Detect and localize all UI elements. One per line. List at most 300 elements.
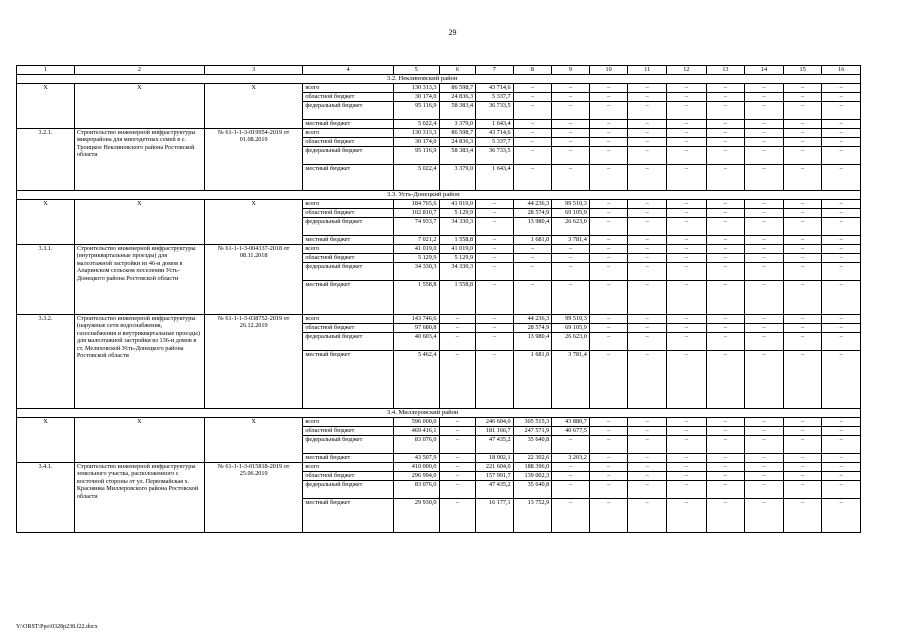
year-amount-cell: – — [706, 263, 745, 281]
year-amount-cell: – — [706, 209, 745, 218]
year-amount-cell: – — [706, 138, 745, 147]
year-amount-cell: – — [706, 427, 745, 436]
year-amount-cell: – — [476, 281, 514, 315]
section-heading-row — [17, 409, 861, 418]
year-amount-cell: – — [822, 351, 861, 409]
total-amount-cell: 7 021,2 — [393, 236, 439, 245]
year-amount-cell: – — [822, 454, 861, 463]
section-blank-cell — [17, 409, 303, 418]
year-amount-cell: – — [628, 263, 667, 281]
year-amount-cell: – — [552, 499, 590, 533]
section-heading-row — [17, 75, 861, 84]
year-amount-cell: – — [706, 315, 745, 324]
year-amount-cell: – — [745, 102, 784, 120]
year-amount-cell: – — [745, 84, 784, 93]
funding-source-cell: областной бюджет — [303, 324, 393, 333]
year-amount-cell: – — [667, 84, 707, 93]
year-amount-cell: – — [745, 333, 784, 351]
object-name-cell: Строительство инженерной инфраструктуры микрорайона для многодетных семей в с. Троицкое Неклиновского района Ростовской области — [74, 129, 204, 191]
year-amount-cell: – — [628, 102, 667, 120]
year-amount-cell: 5 129,9 — [439, 254, 476, 263]
year-amount-cell: 43 714,6 — [476, 129, 514, 138]
total-amount-cell: 83 076,0 — [393, 481, 439, 499]
year-amount-cell: – — [628, 120, 667, 129]
year-amount-cell: – — [589, 93, 628, 102]
year-amount-cell: 221 604,0 — [476, 463, 514, 472]
year-amount-cell: 86 598,7 — [439, 129, 476, 138]
year-amount-cell: – — [513, 102, 552, 120]
year-amount-cell: – — [628, 333, 667, 351]
year-amount-cell: – — [513, 245, 552, 254]
year-amount-cell: – — [628, 351, 667, 409]
section-title: 3.2. Неклиновский район — [303, 75, 861, 84]
year-amount-cell: – — [706, 454, 745, 463]
year-amount-cell: – — [667, 499, 707, 533]
row-number-cell: 3.2.1. — [17, 129, 75, 191]
year-amount-cell: – — [745, 165, 784, 191]
row-number-cell: X — [17, 200, 75, 245]
year-amount-cell: – — [667, 165, 707, 191]
year-amount-cell: – — [589, 436, 628, 454]
column-number-cell: 16 — [822, 66, 861, 75]
year-amount-cell: – — [745, 129, 784, 138]
row-number-cell: X — [17, 84, 75, 129]
total-amount-cell: 5 022,4 — [393, 165, 439, 191]
year-amount-cell: – — [439, 351, 476, 409]
section-title: 3.3. Усть-Донецкий район — [303, 191, 861, 200]
year-amount-cell: – — [706, 254, 745, 263]
expertise-doc-cell: № 61-1-1-3-019954-2019 от 01.08.2019 — [204, 129, 303, 191]
year-amount-cell: – — [706, 324, 745, 333]
column-number-cell: 15 — [783, 66, 822, 75]
year-amount-cell: – — [476, 254, 514, 263]
year-amount-cell: 1 681,0 — [513, 236, 552, 245]
year-amount-cell: 28 574,9 — [513, 324, 552, 333]
year-amount-cell: – — [589, 84, 628, 93]
year-amount-cell: – — [439, 315, 476, 324]
section-heading-row — [17, 191, 861, 200]
funding-source-cell: областной бюджет — [303, 472, 393, 481]
year-amount-cell: – — [745, 481, 784, 499]
total-amount-cell: 41 019,0 — [393, 245, 439, 254]
year-amount-cell: – — [706, 102, 745, 120]
year-amount-cell: – — [745, 93, 784, 102]
year-amount-cell: – — [589, 481, 628, 499]
column-number-cell: 1 — [17, 66, 75, 75]
year-amount-cell: – — [589, 454, 628, 463]
year-amount-cell: – — [628, 93, 667, 102]
funding-source-cell: всего — [303, 463, 393, 472]
object-name-cell: Строительство инженерной инфраструктуры (наружные сети водоснабжения, газоснабжения и внутриквартальные проезды) для малоэтажной застройки из 136-и домов в ст. Мелиховской Усть-Донецкого района Ростовской области — [74, 315, 204, 409]
year-amount-cell: 1 643,4 — [476, 120, 514, 129]
year-amount-cell: – — [822, 209, 861, 218]
year-amount-cell: – — [628, 254, 667, 263]
total-amount-cell: 596 000,0 — [393, 418, 439, 427]
year-amount-cell: – — [628, 418, 667, 427]
year-amount-cell: – — [783, 436, 822, 454]
year-amount-cell: – — [476, 333, 514, 351]
year-amount-cell: – — [783, 463, 822, 472]
year-amount-cell: – — [667, 324, 707, 333]
year-amount-cell: – — [783, 418, 822, 427]
year-amount-cell: – — [628, 324, 667, 333]
year-amount-cell: – — [628, 463, 667, 472]
year-amount-cell: – — [439, 436, 476, 454]
total-amount-cell: 469 416,1 — [393, 427, 439, 436]
year-amount-cell: 26 623,0 — [552, 333, 590, 351]
year-amount-cell: – — [706, 200, 745, 209]
funding-source-cell: местный бюджет — [303, 499, 393, 533]
funding-source-cell: федеральный бюджет — [303, 147, 393, 165]
year-amount-cell: – — [552, 102, 590, 120]
table-row — [17, 463, 861, 472]
year-amount-cell: – — [667, 93, 707, 102]
year-amount-cell: – — [745, 427, 784, 436]
funding-source-cell: всего — [303, 200, 393, 209]
year-amount-cell: 5 129,9 — [439, 209, 476, 218]
total-amount-cell: 130 313,3 — [393, 129, 439, 138]
row-number-cell: X — [17, 418, 75, 463]
year-amount-cell: – — [552, 138, 590, 147]
total-amount-cell: 83 076,0 — [393, 436, 439, 454]
year-amount-cell: – — [745, 209, 784, 218]
section-blank-cell — [17, 75, 303, 84]
year-amount-cell: – — [706, 472, 745, 481]
total-amount-cell: 95 116,9 — [393, 102, 439, 120]
year-amount-cell: – — [667, 481, 707, 499]
column-number-cell: 7 — [476, 66, 514, 75]
year-amount-cell: – — [745, 418, 784, 427]
year-amount-cell: – — [589, 463, 628, 472]
year-amount-cell: – — [628, 499, 667, 533]
year-amount-cell: 3 379,0 — [439, 120, 476, 129]
year-amount-cell: 24 836,3 — [439, 93, 476, 102]
year-amount-cell: – — [439, 454, 476, 463]
year-amount-cell: – — [822, 427, 861, 436]
year-amount-cell: 13 980,4 — [513, 333, 552, 351]
year-amount-cell: – — [628, 236, 667, 245]
year-amount-cell: – — [822, 254, 861, 263]
year-amount-cell: – — [439, 324, 476, 333]
year-amount-cell: – — [589, 315, 628, 324]
table-row — [17, 418, 861, 427]
total-amount-cell: 130 313,3 — [393, 84, 439, 93]
year-amount-cell: – — [552, 254, 590, 263]
year-amount-cell: – — [783, 281, 822, 315]
program-table — [16, 65, 861, 533]
year-amount-cell: – — [667, 209, 707, 218]
total-amount-cell: 5 022,4 — [393, 120, 439, 129]
year-amount-cell: – — [667, 418, 707, 427]
year-amount-cell: – — [589, 200, 628, 209]
year-amount-cell: – — [667, 254, 707, 263]
year-amount-cell: – — [589, 418, 628, 427]
year-amount-cell: – — [589, 324, 628, 333]
year-amount-cell: – — [589, 129, 628, 138]
funding-source-cell: областной бюджет — [303, 93, 393, 102]
table-row — [17, 84, 861, 93]
funding-source-cell: всего — [303, 84, 393, 93]
year-amount-cell: – — [552, 84, 590, 93]
object-name-cell: X — [74, 418, 204, 463]
year-amount-cell: 34 330,3 — [439, 263, 476, 281]
year-amount-cell: 35 640,8 — [513, 481, 552, 499]
year-amount-cell: – — [667, 129, 707, 138]
year-amount-cell: 3 781,4 — [552, 236, 590, 245]
year-amount-cell: – — [822, 200, 861, 209]
year-amount-cell: – — [589, 138, 628, 147]
expertise-doc-cell: № 61-1-1-3-004337-2018 от 08.11.2018 — [204, 245, 303, 315]
year-amount-cell: 99 510,3 — [552, 315, 590, 324]
year-amount-cell: – — [745, 147, 784, 165]
year-amount-cell: – — [628, 218, 667, 236]
table-row — [17, 245, 861, 254]
year-amount-cell: 44 236,3 — [513, 315, 552, 324]
column-number-cell: 14 — [745, 66, 784, 75]
year-amount-cell: 36 733,5 — [476, 147, 514, 165]
year-amount-cell: – — [783, 427, 822, 436]
year-amount-cell: – — [667, 138, 707, 147]
year-amount-cell: – — [552, 472, 590, 481]
year-amount-cell: – — [745, 138, 784, 147]
year-amount-cell: – — [667, 236, 707, 245]
funding-source-cell: местный бюджет — [303, 281, 393, 315]
year-amount-cell: – — [439, 427, 476, 436]
year-amount-cell: – — [667, 245, 707, 254]
year-amount-cell: 157 991,7 — [476, 472, 514, 481]
year-amount-cell: 99 510,3 — [552, 200, 590, 209]
funding-source-cell: федеральный бюджет — [303, 333, 393, 351]
table-row — [17, 200, 861, 209]
year-amount-cell: – — [822, 481, 861, 499]
year-amount-cell: – — [552, 93, 590, 102]
year-amount-cell: – — [667, 120, 707, 129]
section-blank-cell — [17, 191, 303, 200]
funding-source-cell: местный бюджет — [303, 120, 393, 129]
year-amount-cell: – — [822, 120, 861, 129]
column-number-cell: 9 — [552, 66, 590, 75]
year-amount-cell: – — [667, 102, 707, 120]
total-amount-cell: 74 933,7 — [393, 218, 439, 236]
year-amount-cell: – — [667, 263, 707, 281]
funding-source-cell: всего — [303, 418, 393, 427]
column-number-cell: 8 — [513, 66, 552, 75]
year-amount-cell: 1 558,8 — [439, 281, 476, 315]
year-amount-cell: – — [706, 333, 745, 351]
year-amount-cell: – — [628, 472, 667, 481]
year-amount-cell: – — [513, 120, 552, 129]
year-amount-cell: – — [822, 472, 861, 481]
expertise-doc-cell: № 61-1-1-3-038752-2019 от 26.12.2019 — [204, 315, 303, 409]
column-number-cell: 11 — [628, 66, 667, 75]
year-amount-cell: 246 604,0 — [476, 418, 514, 427]
funding-source-cell: федеральный бюджет — [303, 481, 393, 499]
year-amount-cell: – — [589, 263, 628, 281]
object-name-cell: X — [74, 200, 204, 245]
year-amount-cell: – — [476, 200, 514, 209]
year-amount-cell: – — [667, 436, 707, 454]
year-amount-cell: – — [667, 315, 707, 324]
year-amount-cell: – — [589, 499, 628, 533]
year-amount-cell: – — [783, 84, 822, 93]
page-number: 29 — [448, 28, 457, 37]
year-amount-cell: – — [552, 463, 590, 472]
total-amount-cell: 43 507,9 — [393, 454, 439, 463]
year-amount-cell: – — [783, 472, 822, 481]
year-amount-cell: – — [628, 454, 667, 463]
year-amount-cell: 5 337,7 — [476, 93, 514, 102]
year-amount-cell: – — [822, 245, 861, 254]
year-amount-cell: 41 019,0 — [439, 245, 476, 254]
year-amount-cell: – — [745, 281, 784, 315]
year-amount-cell: – — [513, 93, 552, 102]
year-amount-cell: – — [706, 281, 745, 315]
year-amount-cell: – — [745, 315, 784, 324]
total-amount-cell: 5 462,4 — [393, 351, 439, 409]
year-amount-cell: – — [822, 138, 861, 147]
year-amount-cell: – — [513, 147, 552, 165]
year-amount-cell: – — [745, 263, 784, 281]
year-amount-cell: – — [439, 481, 476, 499]
table-row — [17, 129, 861, 138]
year-amount-cell: – — [513, 84, 552, 93]
year-amount-cell: 181 166,7 — [476, 427, 514, 436]
year-amount-cell: – — [628, 165, 667, 191]
year-amount-cell: – — [745, 245, 784, 254]
year-amount-cell: – — [822, 281, 861, 315]
year-amount-cell: 22 302,6 — [513, 454, 552, 463]
year-amount-cell: – — [783, 120, 822, 129]
year-amount-cell: – — [667, 281, 707, 315]
year-amount-cell: – — [552, 165, 590, 191]
year-amount-cell: – — [513, 254, 552, 263]
year-amount-cell: – — [628, 315, 667, 324]
total-amount-cell: 40 603,4 — [393, 333, 439, 351]
year-amount-cell: – — [628, 427, 667, 436]
year-amount-cell: – — [513, 138, 552, 147]
expertise-doc-cell: X — [204, 84, 303, 129]
year-amount-cell: – — [439, 418, 476, 427]
object-name-cell: X — [74, 84, 204, 129]
year-amount-cell: 3 203,2 — [552, 454, 590, 463]
year-amount-cell: – — [439, 333, 476, 351]
year-amount-cell: 305 515,3 — [513, 418, 552, 427]
object-name-cell: Строительство инженерной инфраструктуры (внутриквартальные проезды) для малоэтажной застройки из 46-и домов в Апаринском сельском поселении Усть-Донецкого района Ростовской области — [74, 245, 204, 315]
year-amount-cell: 40 677,5 — [552, 427, 590, 436]
total-amount-cell: 143 746,6 — [393, 315, 439, 324]
year-amount-cell: – — [513, 281, 552, 315]
year-amount-cell: – — [706, 147, 745, 165]
year-amount-cell: – — [822, 436, 861, 454]
year-amount-cell: – — [589, 218, 628, 236]
year-amount-cell: – — [783, 324, 822, 333]
year-amount-cell: – — [667, 454, 707, 463]
year-amount-cell: 16 177,1 — [476, 499, 514, 533]
year-amount-cell: 41 019,0 — [439, 200, 476, 209]
year-amount-cell: – — [667, 472, 707, 481]
year-amount-cell: – — [783, 454, 822, 463]
year-amount-cell: – — [589, 102, 628, 120]
year-amount-cell: – — [667, 218, 707, 236]
column-number-cell: 13 — [706, 66, 745, 75]
expertise-doc-cell: X — [204, 418, 303, 463]
total-amount-cell: 410 000,0 — [393, 463, 439, 472]
year-amount-cell: – — [628, 200, 667, 209]
year-amount-cell: – — [552, 147, 590, 165]
year-amount-cell: – — [552, 436, 590, 454]
year-amount-cell: – — [783, 93, 822, 102]
table-row — [17, 315, 861, 324]
year-amount-cell: – — [476, 263, 514, 281]
year-amount-cell: – — [783, 333, 822, 351]
column-number-cell: 12 — [667, 66, 707, 75]
year-amount-cell: – — [667, 463, 707, 472]
year-amount-cell: – — [476, 236, 514, 245]
year-amount-cell: – — [628, 245, 667, 254]
funding-source-cell: местный бюджет — [303, 351, 393, 409]
year-amount-cell: – — [745, 236, 784, 245]
year-amount-cell: 35 640,8 — [513, 436, 552, 454]
year-amount-cell: – — [822, 93, 861, 102]
funding-source-cell: федеральный бюджет — [303, 102, 393, 120]
year-amount-cell: – — [783, 147, 822, 165]
funding-source-cell: всего — [303, 245, 393, 254]
year-amount-cell: – — [783, 351, 822, 409]
year-amount-cell: – — [667, 351, 707, 409]
year-amount-cell: – — [706, 351, 745, 409]
year-amount-cell: – — [745, 218, 784, 236]
year-amount-cell: 18 002,1 — [476, 454, 514, 463]
total-amount-cell: 30 174,0 — [393, 138, 439, 147]
year-amount-cell: – — [783, 481, 822, 499]
year-amount-cell: 69 105,9 — [552, 209, 590, 218]
year-amount-cell: 5 337,7 — [476, 138, 514, 147]
year-amount-cell: – — [628, 281, 667, 315]
year-amount-cell: – — [706, 218, 745, 236]
year-amount-cell: 28 574,9 — [513, 209, 552, 218]
section-title: 3.4. Миллеровский район — [303, 409, 861, 418]
year-amount-cell: – — [706, 236, 745, 245]
year-amount-cell: – — [589, 281, 628, 315]
year-amount-cell: – — [706, 165, 745, 191]
year-amount-cell: – — [706, 120, 745, 129]
year-amount-cell: 69 105,9 — [552, 324, 590, 333]
funding-source-cell: областной бюджет — [303, 427, 393, 436]
year-amount-cell: – — [667, 427, 707, 436]
year-amount-cell: – — [476, 315, 514, 324]
column-number-cell: 3 — [204, 66, 303, 75]
year-amount-cell: – — [745, 254, 784, 263]
funding-source-cell: областной бюджет — [303, 254, 393, 263]
year-amount-cell: – — [822, 463, 861, 472]
column-number-cell: 6 — [439, 66, 476, 75]
year-amount-cell: – — [822, 263, 861, 281]
year-amount-cell: – — [476, 209, 514, 218]
year-amount-cell: – — [822, 418, 861, 427]
row-number-cell: 3.3.2. — [17, 315, 75, 409]
year-amount-cell: – — [783, 138, 822, 147]
year-amount-cell: – — [822, 129, 861, 138]
year-amount-cell: – — [783, 209, 822, 218]
year-amount-cell: – — [589, 147, 628, 165]
year-amount-cell: – — [513, 129, 552, 138]
year-amount-cell: – — [822, 499, 861, 533]
funding-source-cell: федеральный бюджет — [303, 263, 393, 281]
total-amount-cell: 30 174,0 — [393, 93, 439, 102]
year-amount-cell: – — [745, 472, 784, 481]
total-amount-cell: 296 994,0 — [393, 472, 439, 481]
object-name-cell: Строительство инженерной инфраструктуры земельного участка, расположенного с восточной стороны от ул. Первомайская х. Краснянка Миллеровского района Ростовской области — [74, 463, 204, 533]
